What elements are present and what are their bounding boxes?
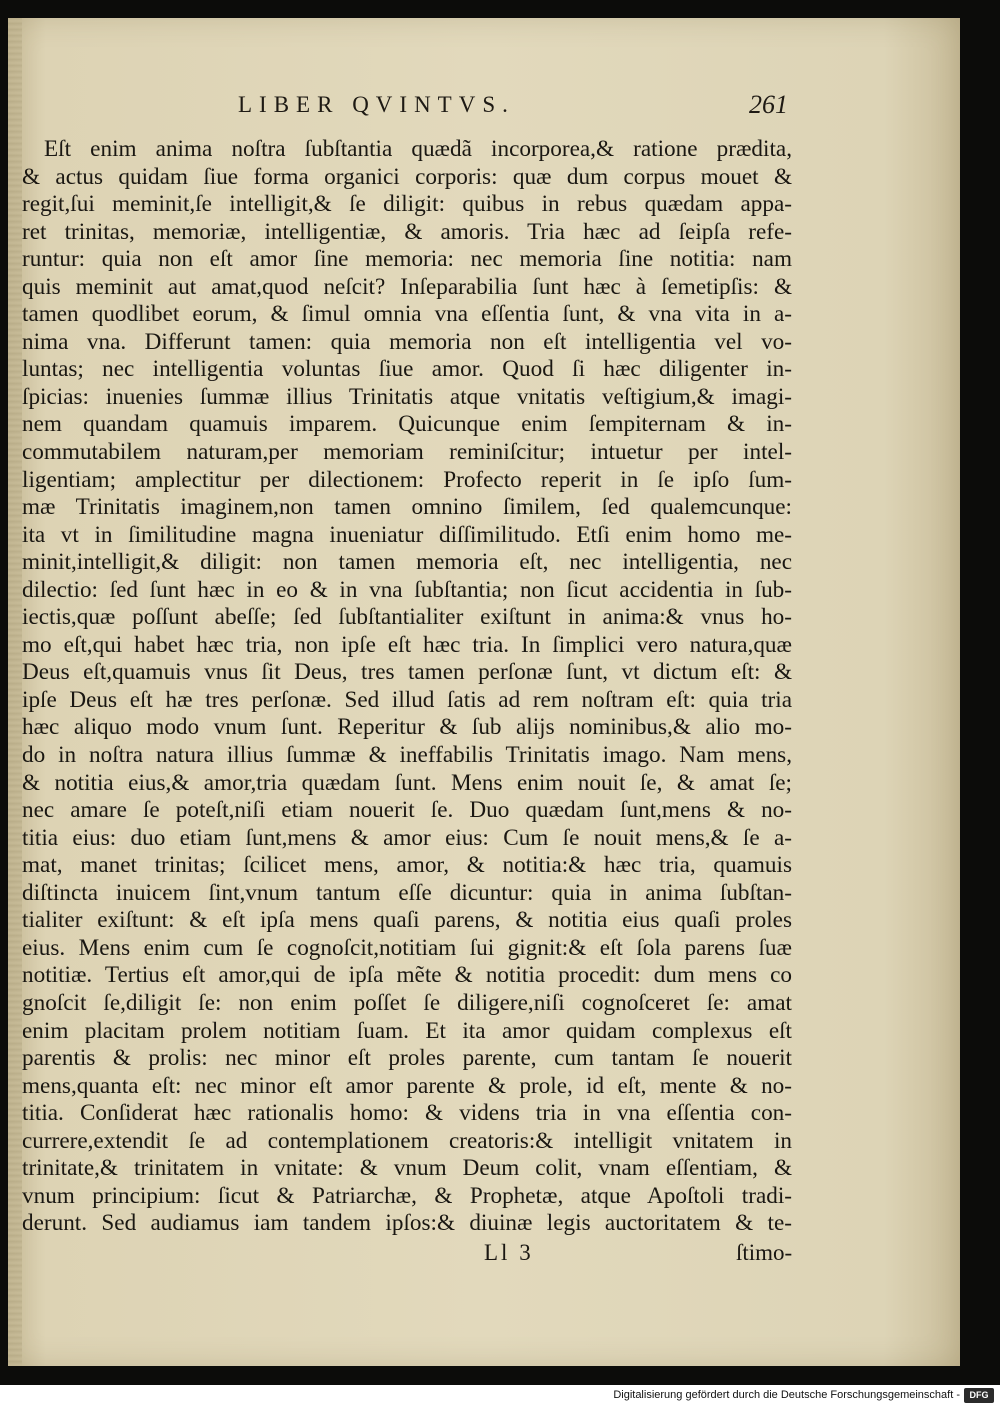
- text-line: Eſt enim anima noſtra ſubſtantia quædã incorporea,& ratione prædita,: [44, 136, 792, 162]
- text-line: mat, manet trinitas; ſcilicet mens, amor, & notitia:& hæc tria, quamuis: [22, 852, 792, 879]
- text-line: dilectio: ſed ſunt hæc in eo & in vna ſubſtantia; non ſicut accidentia in ſub-: [22, 576, 792, 603]
- text-line: tialiter exiſtunt: & eſt ipſa mens quaſi parens, & notitia eius quaſi proles: [22, 907, 792, 934]
- text-line: luntas; nec intelligentia voluntas ſiue amor. Quod ſi hæc diligenter in-: [22, 356, 792, 383]
- text-line: quis meminit aut amat,quod neſcit? Inſeparabilia ſunt hæc à ſemetipſis: &: [22, 273, 792, 300]
- digitization-credit: Digitalisierung gefördert durch die Deutsche Forschungsgemeinschaft -: [613, 1389, 960, 1401]
- text-line: nem quandam quamuis imparem. Quicunque enim ſempiternam & in-: [22, 411, 792, 438]
- text-line: mo eſt,qui habet hæc tria, non ipſe eſt hæc tria. In ſimplici vero natura,quæ: [22, 631, 792, 658]
- credit-bar: [0, 1385, 1000, 1408]
- signature-mark: Ll 3: [484, 1240, 534, 1265]
- text-line: iectis,quæ poſſunt abeſſe; ſed ſubſtantialiter exiſtunt in anima:& vnus ho-: [22, 604, 792, 631]
- text-line: ita vt in ſimilitudine magna inueniatur diſſimilitudo. Etſi enim homo me-: [22, 521, 792, 548]
- text-line: nec amare ſe poteſt,niſi etiam nouerit ſe. Duo quædam ſunt,mens & no-: [22, 797, 792, 824]
- text-line: minit,intelligit,& diligit: non tamen memoria eſt, nec intelligentia, nec: [22, 549, 792, 576]
- text-line: runtur: quia non eſt amor ſine memoria: nec memoria ſine notitia: nam: [22, 246, 792, 273]
- text-line: enim placitam prolem notitiam ſuam. Et ita amor quidam complexus eſt: [22, 1017, 792, 1044]
- text-line: ſpicias: inuenies ſummæ illius Trinitatis atque vnitatis veſtigium,& imagi-: [22, 383, 792, 410]
- text-line: trinitate,& trinitatem in vnitate: & vnum Deum colit, vnam eſſentiam, &: [22, 1155, 792, 1182]
- text-line: titia eius: duo etiam ſunt,mens & amor eius: Cum ſe nouit mens,& ſe a-: [22, 824, 792, 851]
- text-line: regit,ſui meminit,ſe intelligit,& ſe diligit: quibus in rebus quædam appa-: [22, 191, 792, 218]
- text-line: ipſe Deus eſt hæ tres perſonæ. Sed illud ſatis ad rem noſtram eſt: quia tria: [22, 686, 792, 713]
- page-number: 261: [749, 90, 788, 119]
- text-line: commutabilem naturam,per memoriam reminiſcitur; intuetur per intel-: [22, 439, 792, 466]
- page-footer: [8, 1240, 960, 1274]
- running-head: LIBER QVINTVS.: [238, 92, 515, 117]
- text-line: eius. Mens enim cum ſe cognoſcit,notitiam ſui gignit:& eſt ſola parens ſuæ: [22, 934, 792, 961]
- text-line: & actus quidam ſiue forma organici corporis: quæ dum corpus mouet &: [22, 163, 792, 190]
- book-page: [8, 18, 960, 1366]
- text-line: tamen quodlibet eorum, & ſimul omnia vna eſſentia ſunt, & vna vita in a-: [22, 301, 792, 328]
- catchword: ſtimo-: [736, 1240, 793, 1265]
- dfg-logo: DFG: [964, 1388, 994, 1403]
- text-line: gnoſcit ſe,diligit ſe: non enim poſſet ſe diligere,niſi cognoſceret ſe: amat: [22, 989, 792, 1016]
- text-line: ret trinitas, memoriæ, intelligentiæ, & amoris. Tria hæc ad ſeipſa refe-: [22, 218, 792, 245]
- text-line: parentis & prolis: nec minor eſt proles parente, cum tantam ſe nouerit: [22, 1045, 792, 1072]
- text-line: nima vna. Differunt tamen: quia memoria non eſt intelligentia vel vo-: [22, 328, 792, 355]
- text-line: currere,extendit ſe ad contemplationem creatoris:& intelligit vnitatem in: [22, 1127, 792, 1154]
- text-line: ligentiam; amplectitur per dilectionem: Profecto reperit in ſe ipſo ſum-: [22, 466, 792, 493]
- text-line: vnum principium: ſicut & Patriarchæ, & Prophetæ, atque Apoſtoli tradi-: [22, 1182, 792, 1209]
- body-text: [22, 136, 792, 1238]
- text-line: mæ Trinitatis imaginem,non tamen omnino ſimilem, ſed qualemcunque:: [22, 494, 792, 521]
- text-line: derunt. Sed audiamus iam tandem ipſos:& diuinæ legis auctoritatem & te-: [22, 1210, 792, 1237]
- text-line: do in noſtra natura illius ſummæ & ineffabilis Trinitatis imago. Nam mens,: [22, 742, 792, 769]
- text-line: diſtincta inuicem ſint,vnum tantum eſſe dicuntur: quia in anima ſubſtan-: [22, 879, 792, 906]
- text-line: mens,quanta eſt: nec minor eſt amor parente & prole, id eſt, mente & no-: [22, 1072, 792, 1099]
- text-line: notitiæ. Tertius eſt amor,qui de ipſa mẽte & notitia procedit: dum mens co: [22, 962, 792, 989]
- text-line: Deus eſt,quamuis vnus ſit Deus, tres tamen perſonæ ſunt, vt dictum eſt: &: [22, 659, 792, 686]
- text-line: & notitia eius,& amor,tria quædam ſunt. Mens enim nouit ſe, & amat ſe;: [22, 769, 792, 796]
- text-line: hæc aliquo modo vnum ſunt. Reperitur & ſub alijs nominibus,& alio mo-: [22, 714, 792, 741]
- page-header: [8, 88, 960, 128]
- text-line: titia. Conſiderat hæc rationalis homo: & videns tria in vna eſſentia con-: [22, 1100, 792, 1127]
